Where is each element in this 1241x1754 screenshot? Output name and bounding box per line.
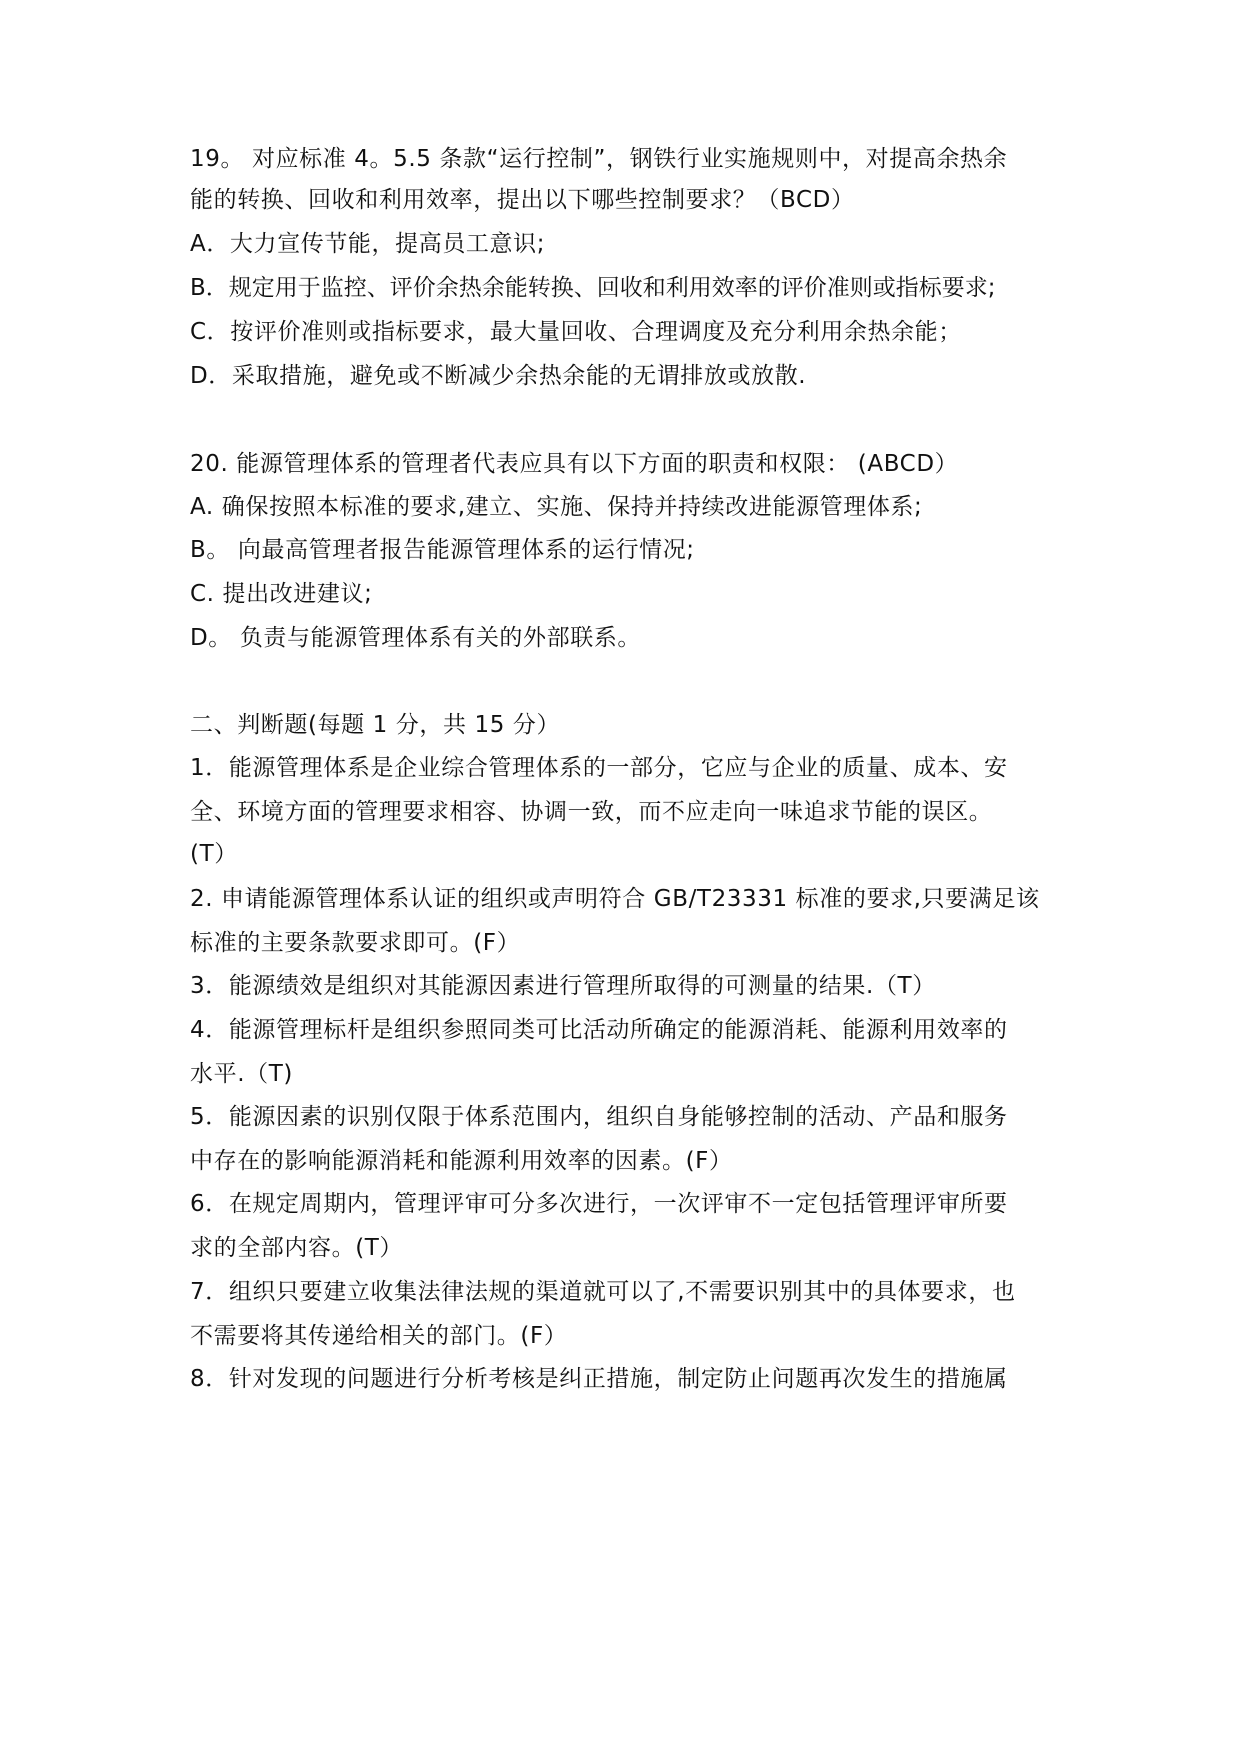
tf-item-8-line1: 8．针对发现的问题进行分析考核是纠正措施，制定防止问题再次发生的措施属 — [190, 1366, 1008, 1392]
section-heading: 二、判断题(每题 1 分，共 15 分） — [190, 712, 561, 738]
tf-item-7-line2: 不需要将其传递给相关的部门。(F） — [190, 1323, 568, 1349]
q20-stem: 20. 能源管理体系的管理者代表应具有以下方面的职责和权限： (ABCD） — [190, 451, 959, 477]
q19-option-a: A．大力宣传节能，提高员工意识; — [190, 231, 546, 257]
tf-item-1-line1: 1．能源管理体系是企业综合管理体系的一部分，它应与企业的质量、成本、安 — [190, 755, 1008, 781]
tf-item-2-line2: 标准的主要条款要求即可。(F） — [190, 930, 521, 956]
q19-option-d: D．采取措施，避免或不断减少余热余能的无谓排放或放散. — [190, 363, 807, 389]
q19-stem-line2: 能的转换、回收和利用效率，提出以下哪些控制要求？（BCD） — [190, 187, 855, 213]
tf-item-1-line3: (T） — [190, 841, 238, 867]
tf-item-4-line1: 4．能源管理标杆是组织参照同类可比活动所确定的能源消耗、能源利用效率的 — [190, 1017, 1008, 1043]
tf-item-6-line1: 6．在规定周期内，管理评审可分多次进行，一次评审不一定包括管理评审所要 — [190, 1191, 1008, 1217]
q20-option-c: C. 提出改进建议; — [190, 581, 373, 607]
tf-item-1-line2: 全、环境方面的管理要求相容、协调一致，而不应走向一味追求节能的误区。 — [190, 799, 993, 825]
tf-item-2-line1: 2. 申请能源管理体系认证的组织或声明符合 GB/T23331 标准的要求,只要满足该 — [190, 886, 1040, 912]
q20-option-a: A. 确保按照本标准的要求,建立、实施、保持并持续改进能源管理体系; — [190, 494, 923, 520]
tf-item-4-line2: 水平.（T) — [190, 1061, 293, 1087]
tf-item-5-line2: 中存在的影响能源消耗和能源利用效率的因素。(F） — [190, 1148, 733, 1174]
q20-option-d: D。 负责与能源管理体系有关的外部联系。 — [190, 625, 642, 651]
q19-stem-line1: 19。 对应标准 4。5.5 条款“运行控制”，钢铁行业实施规则中，对提高余热余 — [190, 146, 1008, 172]
tf-item-5-line1: 5．能源因素的识别仅限于体系范围内，组织自身能够控制的活动、产品和服务 — [190, 1104, 1008, 1130]
tf-item-6-line2: 求的全部内容。(T） — [190, 1235, 404, 1261]
q19-option-c: C．按评价准则或指标要求，最大量回收、合理调度及充分利用余热余能； — [190, 319, 962, 345]
tf-item-3-line1: 3．能源绩效是组织对其能源因素进行管理所取得的可测量的结果.（T） — [190, 973, 936, 999]
tf-item-7-line1: 7．组织只要建立收集法律法规的渠道就可以了,不需要识别其中的具体要求，也 — [190, 1279, 1016, 1305]
q20-option-b: B。 向最高管理者报告能源管理体系的运行情况; — [190, 537, 695, 563]
q19-option-b: B．规定用于监控、评价余热余能转换、回收和利用效率的评价准则或指标要求; — [190, 275, 996, 301]
